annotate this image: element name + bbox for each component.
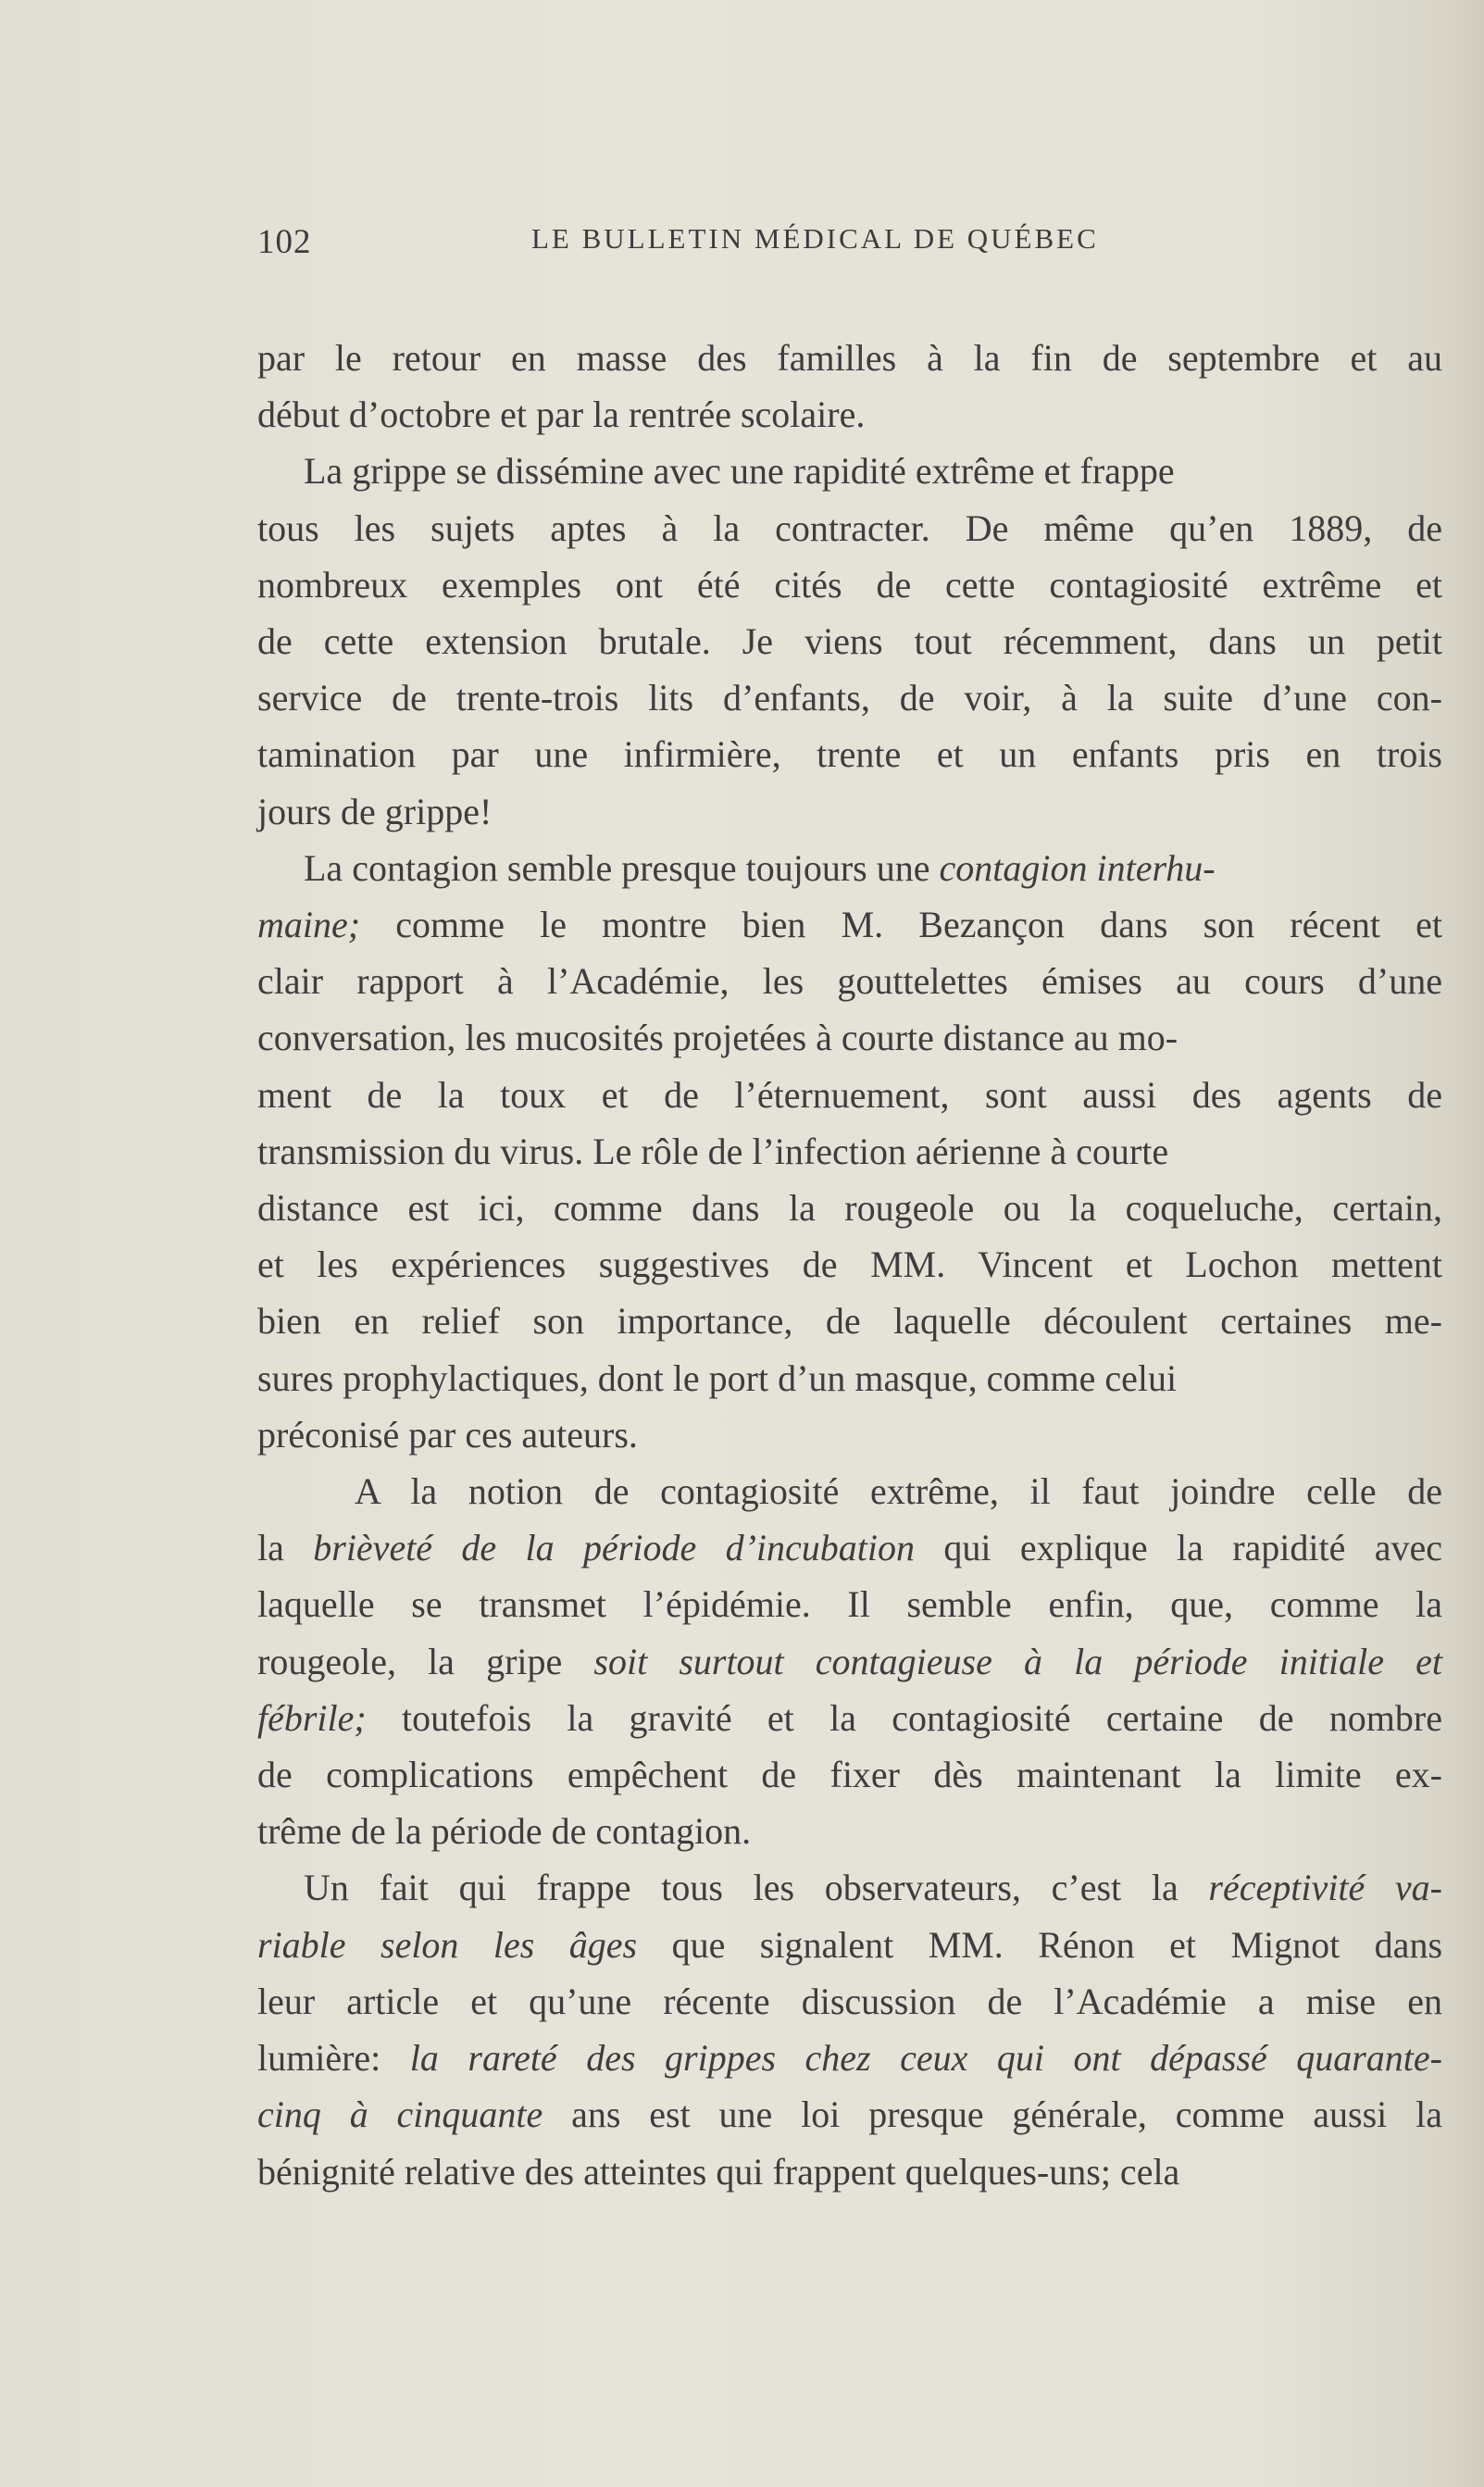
text-run: La grippe se dissémine avec une rapidité extrême et frappe — [304, 450, 1175, 493]
text-line — [257, 783, 1442, 840]
text-run: ment de la toux et de l’éternuement, sont aussi des agents de — [257, 1073, 1442, 1116]
paragraph — [257, 330, 1442, 443]
text-line — [257, 613, 1442, 669]
text-line — [257, 1576, 1442, 1632]
text-run: service de trente-trois lits d’enfants, de voir, à la suite d’une con- — [257, 677, 1442, 719]
body-text — [257, 330, 1442, 2200]
text-run: lumière: — [257, 2037, 410, 2080]
text-line — [257, 1690, 1442, 1746]
text-line — [257, 726, 1442, 782]
text-line — [257, 1917, 1442, 1973]
journal-title: LE BULLETIN MÉDICAL DE QUÉBEC — [531, 222, 1099, 255]
text-run: tamination par une infirmière, trente et un enfants pris en trois — [257, 733, 1442, 776]
text-run: préconisé par ces auteurs. — [257, 1413, 638, 1456]
text-line — [257, 2030, 1442, 2086]
italic-text: fébrile; — [257, 1696, 367, 1739]
text-line — [257, 1180, 1442, 1236]
text-line — [257, 896, 1442, 953]
text-line — [257, 669, 1442, 726]
italic-text: riable selon les âges — [257, 1923, 638, 1966]
text-run: que signalent MM. Rénon et Mignot dans — [637, 1923, 1443, 1966]
text-run: A la notion de contagiosité extrême, il faut joindre celle de — [355, 1470, 1442, 1513]
text-run: début d’octobre et par la rentrée scolaire. — [257, 394, 866, 436]
paragraph — [257, 840, 1442, 1463]
text-run: La contagion semble presque toujours une — [304, 846, 940, 889]
text-run: Un fait qui frappe tous les observateurs, c’est la — [304, 1867, 1209, 1909]
text-line — [257, 1859, 1442, 1916]
text-line — [257, 1350, 1442, 1406]
text-line — [257, 1519, 1442, 1576]
text-run: comme le montre bien M. Bezançon dans son récent et — [360, 904, 1442, 946]
text-run: de complications empêchent de fixer dès maintenant la limite ex- — [257, 1754, 1442, 1796]
italic-text: réceptivité va- — [1208, 1867, 1442, 1909]
text-line — [257, 556, 1442, 613]
text-line — [257, 500, 1442, 556]
text-run: sures prophylactiques, dont le port d’un masque, comme celui — [257, 1356, 1178, 1399]
text-line — [257, 2143, 1442, 2200]
text-run: clair rapport à l’Académie, les gouttelettes émises au cours d’une — [257, 960, 1442, 1003]
text-run: transmission du virus. Le rôle de l’infection aérienne à courte — [257, 1130, 1169, 1172]
paragraph — [257, 1859, 1442, 2199]
text-line — [257, 1463, 1442, 1519]
text-line — [257, 1746, 1442, 1803]
italic-text: contagion interhu- — [939, 846, 1216, 889]
text-run: toutefois la gravité et la contagiosité certaine de nombre — [366, 1696, 1442, 1739]
text-run: leur article et qu’une récente discussion de l’Académie a mise en — [257, 1980, 1442, 2022]
text-line — [257, 443, 1442, 499]
text-line — [257, 1009, 1442, 1066]
text-run: jours de grippe! — [257, 790, 493, 832]
text-run: trême de la période de contagion. — [257, 1810, 752, 1853]
text-run: ans est une loi presque générale, comme aussi la — [542, 2093, 1442, 2136]
text-run: par le retour en masse des familles à la fin de septembre et au — [257, 337, 1442, 379]
italic-text: cinq à cinquante — [257, 2093, 543, 2136]
text-line — [257, 1973, 1442, 2030]
text-line — [257, 330, 1442, 386]
text-run: la — [257, 1527, 314, 1569]
paragraph — [257, 443, 1442, 839]
italic-text: la rareté des grippes chez ceux qui ont dépassé quarante- — [409, 2037, 1442, 2080]
italic-text: brièveté de la période d’incubation — [313, 1527, 916, 1569]
running-head — [257, 222, 1185, 269]
text-run: et les expériences suggestives de MM. Vincent et Lochon mettent — [257, 1244, 1442, 1286]
text-line — [257, 840, 1442, 896]
text-line — [257, 1236, 1442, 1293]
text-run: bien en relief son importance, de laquelle découlent certaines me- — [257, 1300, 1442, 1343]
text-line — [257, 1293, 1442, 1349]
text-run: laquelle se transmet l’épidémie. Il semble enfin, que, comme la — [257, 1583, 1442, 1626]
text-run: qui explique la rapidité avec — [915, 1527, 1443, 1569]
text-run: tous les sujets aptes à la contracter. De même qu’en 1889, de — [257, 506, 1442, 549]
text-line — [257, 1803, 1442, 1859]
text-line — [257, 1406, 1442, 1463]
page-number: 102 — [257, 223, 312, 261]
text-line — [257, 2086, 1442, 2143]
paragraph — [257, 1463, 1442, 1859]
text-line — [257, 386, 1442, 443]
text-run: rougeole, la gripe — [257, 1640, 594, 1682]
text-run: nombreux exemples ont été cités de cette contagiosité extrême et — [257, 563, 1442, 606]
text-run: conversation, les mucosités projetées à courte distance au mo- — [257, 1017, 1178, 1059]
text-line — [257, 953, 1442, 1009]
text-run: de cette extension brutale. Je viens tout récemment, dans un petit — [257, 620, 1442, 663]
italic-text: soit surtout contagieuse à la période initiale et — [593, 1640, 1442, 1682]
text-run: distance est ici, comme dans la rougeole ou la coqueluche, certain, — [257, 1187, 1442, 1230]
text-line — [257, 1633, 1442, 1690]
text-line — [257, 1067, 1442, 1123]
italic-text: maine; — [257, 904, 361, 946]
text-line — [257, 1123, 1442, 1180]
text-run: bénignité relative des atteintes qui frappent quelques-uns; cela — [257, 2150, 1180, 2193]
